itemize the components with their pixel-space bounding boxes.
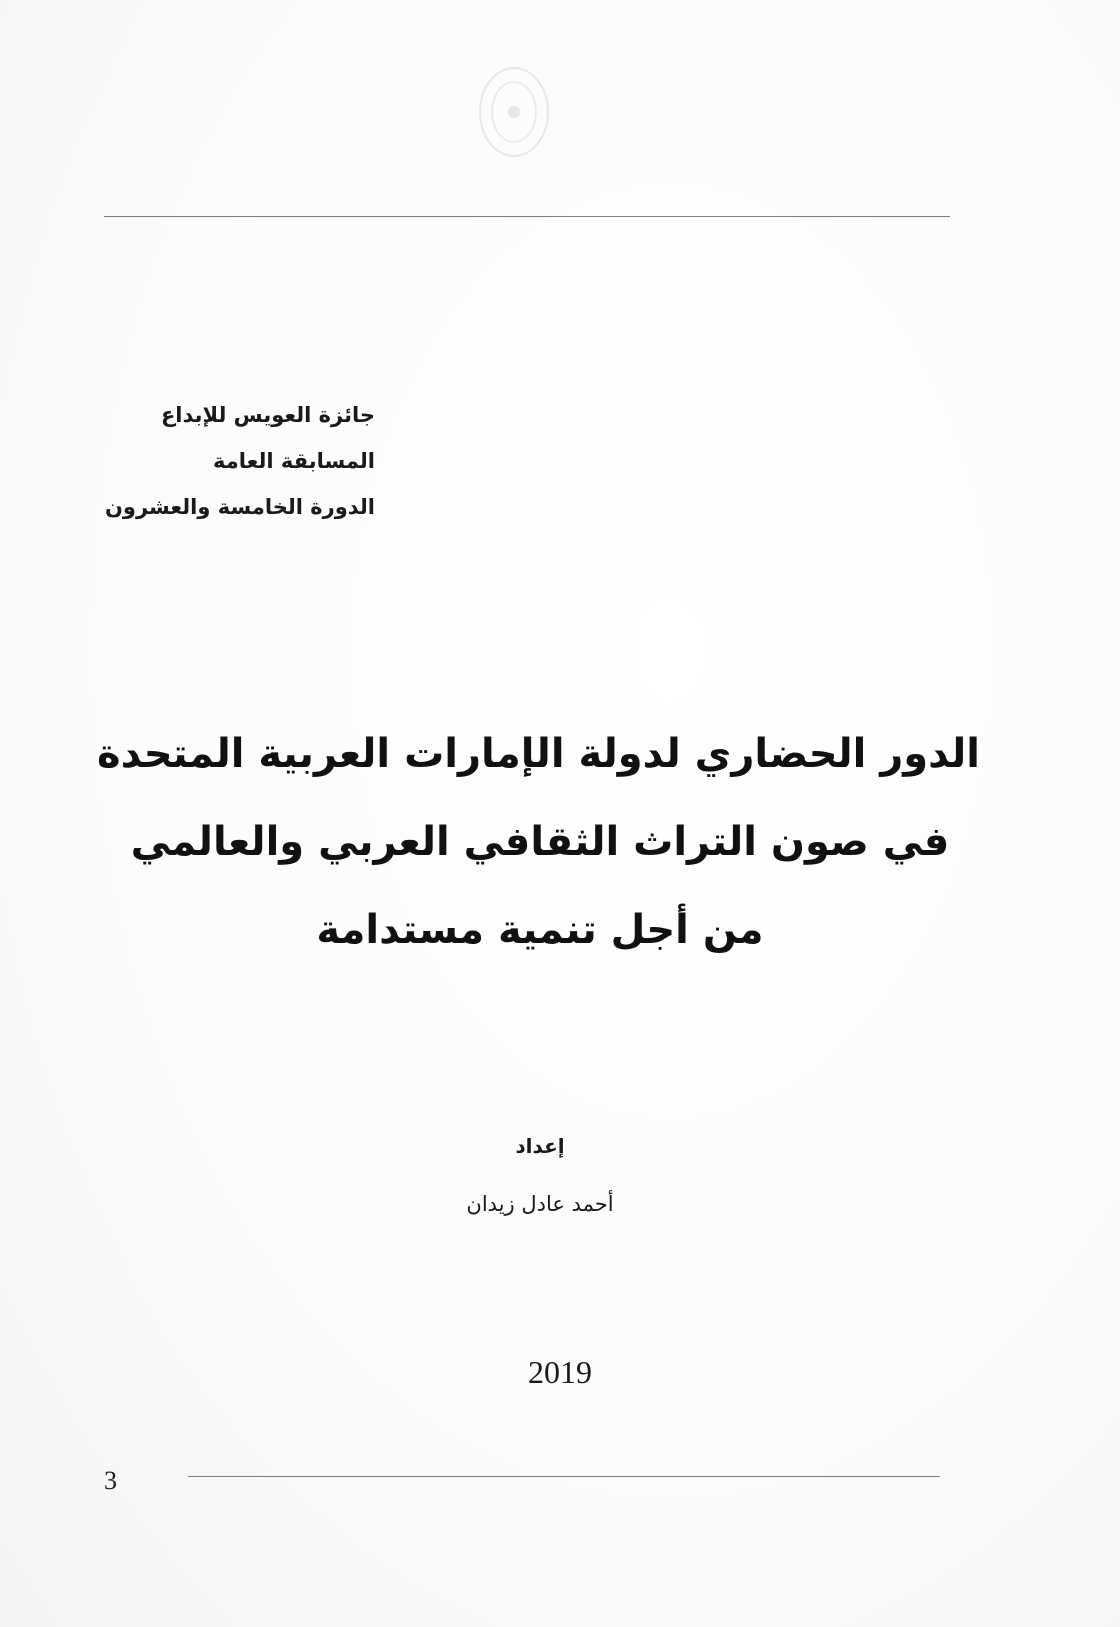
competition-type: المسابقة العامة [212, 449, 375, 473]
prepared-by-label: إعداد [515, 1134, 565, 1158]
book-title [97, 710, 980, 974]
title-line-1: الدور الحضاري لدولة الإمارات العربية المتحدة [97, 731, 980, 777]
title-line-3: من أجل تنمية مستدامة [316, 907, 764, 953]
title-line-2: في صون التراث الثقافي العربي والعالمي [130, 819, 950, 865]
session-number: الدورة الخامسة والعشرون [105, 495, 375, 519]
page-number: 3 [104, 1466, 117, 1495]
award-name: جائزة العويس للإبداع [160, 403, 375, 427]
award-block [105, 392, 375, 530]
faint-seal-icon [474, 62, 554, 162]
bottom-divider [188, 1476, 940, 1477]
author-name: أحمد عادل زيدان [466, 1192, 614, 1216]
top-divider [104, 216, 950, 217]
publication-year: 2019 [528, 1354, 592, 1390]
